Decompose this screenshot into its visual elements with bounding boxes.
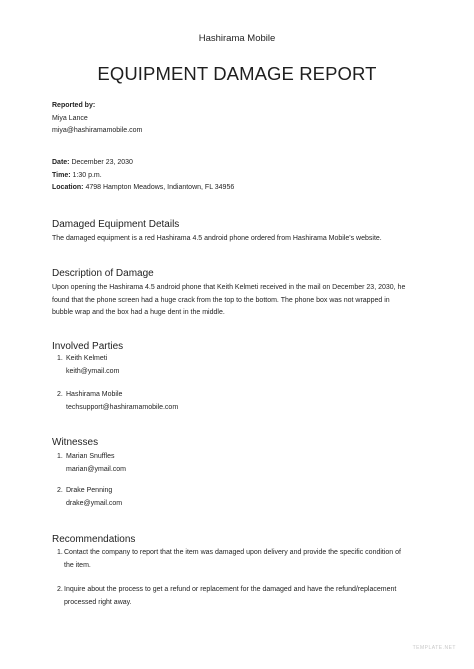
- equipment-text: The damaged equipment is a red Hashirama 4.5 android phone ordered from Hashirama Mobile's website.: [52, 235, 382, 242]
- recommendation-line: the item.: [64, 561, 91, 569]
- party-email: techsupport@hashiramamobile.com: [66, 403, 179, 411]
- location-row: [52, 182, 430, 195]
- recommendation-line: processed right away.: [64, 598, 132, 606]
- location-label: Location:: [52, 184, 84, 191]
- location-value: 4798 Hampton Meadows, Indiantown, FL 34956: [85, 184, 235, 191]
- party-name: Hashirama Mobile: [66, 391, 123, 398]
- time-row: [52, 170, 430, 183]
- witness-email: drake@ymail.com: [66, 499, 123, 507]
- list-number: 1.: [57, 355, 63, 362]
- party-name: Keith Kelmeti: [66, 355, 108, 362]
- report-title: EQUIPMENT DAMAGE REPORT: [97, 63, 377, 84]
- time-label: Time:: [52, 171, 71, 179]
- incident-details-block: [52, 157, 430, 195]
- recommendation-line: Contact the company to report that the item was damaged upon delivery and provide the specific condition of: [64, 549, 401, 556]
- watermark: TEMPLATE.NET: [412, 645, 456, 651]
- list-number: 2.: [57, 391, 63, 398]
- list-number: 1.: [57, 549, 63, 556]
- involved-parties-heading: Involved Parties: [52, 341, 124, 352]
- witness-name: Marian Snuffles: [66, 453, 115, 460]
- date-label: Date:: [52, 159, 70, 166]
- witnesses-heading: Witnesses: [52, 437, 99, 448]
- party-email: keith@ymail.com: [66, 367, 120, 375]
- description-text: [52, 282, 424, 320]
- recommendations-heading: Recommendations: [52, 534, 136, 545]
- reporter-email: miya@hashiramamobile.com: [52, 127, 143, 134]
- description-heading: Description of Damage: [52, 268, 154, 279]
- date-value: December 23, 2030: [71, 159, 133, 166]
- description-line: bubble wrap and the box had a huge dent in the middle.: [52, 309, 225, 316]
- witness-name: Drake Penning: [66, 487, 113, 494]
- time-value: 1:30 p.m.: [72, 171, 102, 179]
- reported-by-block: [52, 100, 430, 138]
- reporter-name: Miya Lance: [52, 114, 88, 122]
- company-name: Hashirama Mobile: [198, 33, 276, 44]
- list-number: 2.: [57, 487, 63, 494]
- recommendation-line: Inquire about the process to get a refund or replacement for the damaged and have the refund/replacement: [64, 586, 397, 593]
- equipment-heading: Damaged Equipment Details: [52, 219, 180, 230]
- reported-by-label: Reported by:: [52, 102, 96, 109]
- list-number: 1.: [57, 453, 63, 460]
- description-line: found that the phone screen had a huge crack from the top to the bottom. The phone box was not wrapped in: [52, 296, 390, 304]
- description-line: Upon opening the Hashirama 4.5 android phone that Keith Kelmeti received in the mail on December 23, 2030, he: [52, 284, 406, 291]
- list-number: 2.: [57, 586, 63, 593]
- witness-email: marian@ymail.com: [66, 465, 127, 473]
- date-row: [52, 157, 430, 170]
